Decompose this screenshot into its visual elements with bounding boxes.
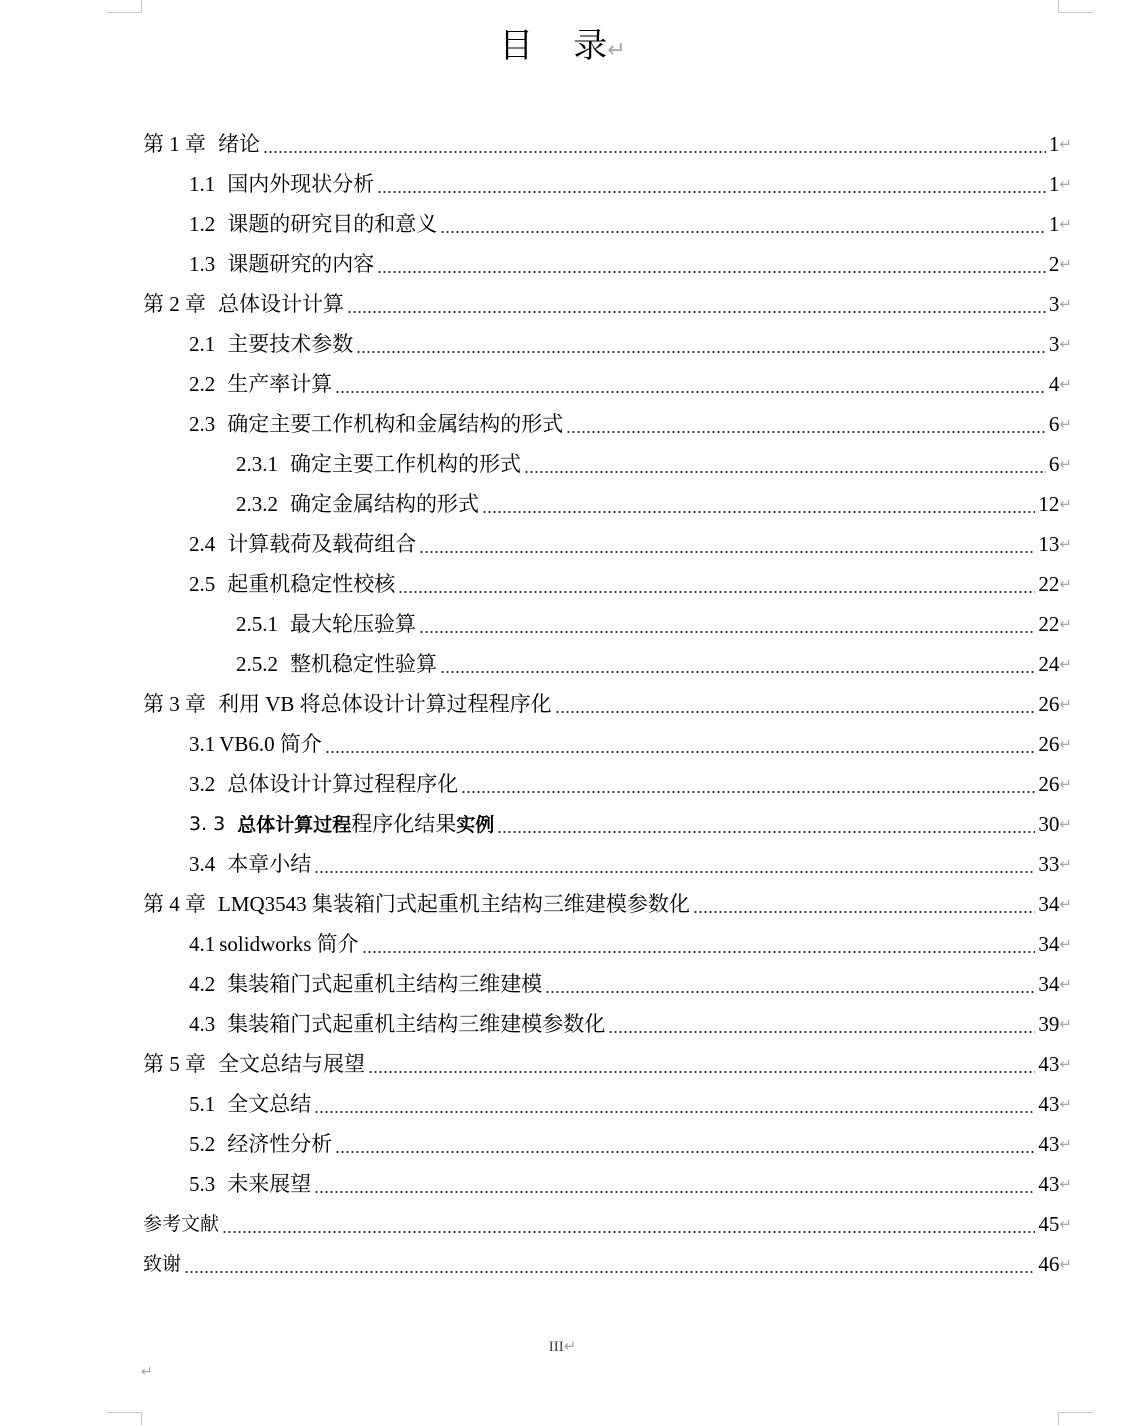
toc-entry-title: solidworks 简介 (219, 932, 359, 956)
toc-entry-page-number: 34 (1038, 892, 1060, 916)
toc-entry-title: 国内外现状分析 (227, 172, 375, 196)
footer-page-number: III (548, 1339, 564, 1355)
paragraph-mark-icon: ↵ (1059, 615, 1072, 633)
toc-entry-page-number: 43 (1038, 1172, 1060, 1196)
toc-entry-page-number: 6 (1048, 412, 1060, 436)
dot-leader (566, 431, 1046, 433)
toc-entry-title: 利用 VB 将总体设计计算过程程序化 (218, 692, 552, 716)
toc-entry-page-number: 1 (1048, 172, 1060, 196)
toc-entry-number: 5.1 (189, 1092, 216, 1116)
dot-leader (545, 991, 1035, 993)
toc-entry[interactable] (189, 1124, 1072, 1164)
toc-entry-page-number: 34 (1038, 972, 1060, 996)
dot-leader (693, 911, 1036, 913)
toc-entry-page-number: 3 (1048, 292, 1060, 316)
dot-leader (314, 1111, 1035, 1113)
paragraph-mark-icon: ↵ (1059, 535, 1072, 553)
paragraph-mark-icon: ↵ (1059, 455, 1072, 473)
dot-leader (482, 511, 1035, 513)
toc-entry-title: 未来展望 (227, 1172, 312, 1196)
toc-entry-title: 整机稳定性验算 (290, 652, 437, 676)
toc-entry-title: 全文总结 (227, 1092, 312, 1116)
paragraph-mark-icon: ↵ (1059, 1175, 1072, 1193)
dot-leader (419, 631, 1035, 633)
paragraph-mark-icon: ↵ (1059, 255, 1072, 273)
paragraph-mark-icon: ↵ (1059, 775, 1072, 793)
toc-entry[interactable] (189, 804, 1072, 844)
dot-leader (377, 191, 1046, 193)
dot-leader (555, 711, 1036, 713)
paragraph-mark-icon: ↵ (1059, 895, 1072, 913)
toc-entry-page-number: 43 (1038, 1132, 1060, 1156)
toc-entry[interactable] (143, 124, 1072, 164)
toc-entry[interactable] (189, 1164, 1072, 1204)
paragraph-mark-icon: ↵ (1059, 295, 1072, 313)
paragraph-mark-icon: ↵ (141, 1364, 153, 1380)
toc-entry-page-number: 26 (1038, 732, 1060, 756)
toc-entry-number: 第 4 章 (143, 892, 206, 916)
toc-entry[interactable] (189, 724, 1072, 764)
toc-entry-number: 第 1 章 (143, 132, 206, 156)
toc-entry[interactable] (189, 844, 1072, 884)
toc-entry-page-number: 13 (1038, 532, 1060, 556)
crop-mark-top-right (1058, 0, 1093, 13)
toc-entry[interactable] (143, 884, 1072, 924)
paragraph-mark-icon: ↵ (563, 1337, 577, 1355)
title-char-1: 目 (499, 26, 534, 66)
paragraph-mark-icon: ↵ (1059, 1095, 1072, 1113)
toc-entry-number: 第 2 章 (143, 292, 206, 316)
toc-entry-number: 第 3 章 (143, 692, 206, 716)
toc-entry-number: 2.4 (189, 532, 216, 556)
toc-entry[interactable] (189, 1084, 1072, 1124)
paragraph-mark-icon: ↵ (1059, 695, 1072, 713)
toc-entry-page-number: 22 (1038, 612, 1060, 636)
dot-leader (440, 231, 1046, 233)
toc-entry[interactable] (189, 564, 1072, 604)
dot-leader (263, 151, 1046, 153)
toc-entry-page-number: 1 (1048, 132, 1060, 156)
toc-entry-page-number: 46 (1038, 1252, 1060, 1276)
dot-leader (184, 1271, 1035, 1273)
dot-leader (356, 351, 1046, 353)
paragraph-mark-icon: ↵ (1059, 495, 1072, 513)
toc-entry[interactable] (189, 244, 1072, 284)
paragraph-mark-icon: ↵ (1059, 135, 1072, 153)
paragraph-mark-icon: ↵ (1059, 175, 1072, 193)
toc-entry-number: 3.2 (189, 772, 216, 796)
paragraph-mark-icon: ↵ (1059, 655, 1072, 673)
toc-entry[interactable] (189, 924, 1072, 964)
toc-entry-number: 5.3 (189, 1172, 216, 1196)
dot-leader (325, 751, 1035, 753)
toc-entry-page-number: 1 (1048, 212, 1060, 236)
toc-entry[interactable] (189, 524, 1072, 564)
toc-entry-number: 3. 3 (189, 813, 226, 835)
toc-entry-title-bold: 总体计算过程 (237, 813, 352, 836)
toc-entry-number: 5.2 (189, 1132, 216, 1156)
toc-entry-title: 最大轮压验算 (290, 612, 416, 636)
toc-entry-title-bold: 实例 (456, 813, 495, 836)
toc-entry[interactable] (143, 1044, 1072, 1084)
dot-leader (608, 1031, 1035, 1033)
toc-entry-title: 本章小结 (227, 852, 312, 876)
toc-entry-number: 2.3 (189, 412, 216, 436)
paragraph-mark-icon: ↵ (1059, 935, 1072, 953)
toc-entry-title: 全文总结与展望 (218, 1052, 365, 1076)
toc-entry-title: 确定主要工作机构和金属结构的形式 (227, 412, 564, 436)
dot-leader (314, 871, 1035, 873)
crop-mark-bottom-left (107, 1412, 142, 1425)
toc-entry-title (237, 804, 494, 845)
toc-entry-title: 计算载荷及载荷组合 (227, 532, 417, 556)
toc-entry-number: 第 5 章 (143, 1052, 206, 1076)
toc-entry-page-number: 30 (1038, 812, 1060, 836)
toc-entry-number: 4.2 (189, 972, 216, 996)
toc-entry[interactable] (189, 964, 1072, 1004)
paragraph-mark-icon: ↵ (1059, 335, 1072, 353)
toc-entry-number: 2.2 (189, 372, 216, 396)
toc-entry-number: 2.1 (189, 332, 216, 356)
toc-entry-number: 3.4 (189, 852, 216, 876)
toc-entry-title-regular: 程序化结果 (351, 811, 457, 836)
title-char-2: 录 (573, 26, 608, 66)
paragraph-mark-icon: ↵ (1059, 215, 1072, 233)
dot-leader (461, 791, 1035, 793)
paragraph-mark-icon: ↵ (1059, 855, 1072, 873)
toc-entry-title: 致谢 (143, 1253, 182, 1275)
toc-entry[interactable] (189, 204, 1072, 244)
toc-entry-page-number: 24 (1038, 652, 1060, 676)
dot-leader (398, 591, 1035, 593)
toc-entry-title: 集装箱门式起重机主结构三维建模参数化 (227, 1012, 606, 1036)
dot-leader (524, 471, 1046, 473)
toc-entry-number: 4.1 (189, 932, 216, 956)
dot-leader (347, 311, 1046, 313)
crop-mark-bottom-right (1058, 1412, 1093, 1425)
dot-leader (335, 391, 1046, 393)
toc-entry-page-number: 2 (1048, 252, 1060, 276)
crop-mark-top-left (107, 0, 142, 13)
paragraph-mark-icon: ↵ (1059, 575, 1072, 593)
toc-entry-title: 确定金属结构的形式 (290, 492, 479, 516)
dot-leader (377, 271, 1046, 273)
dot-leader (222, 1231, 1035, 1233)
toc-entry[interactable] (189, 1004, 1072, 1044)
toc-entry-number: 1.1 (189, 172, 216, 196)
toc-entry-number: 1.3 (189, 252, 216, 276)
toc-entry[interactable] (236, 644, 1072, 684)
toc-entry-page-number: 45 (1038, 1212, 1060, 1236)
toc-entry-number: 2.3.2 (236, 492, 278, 516)
toc-entry-page-number: 6 (1048, 452, 1060, 476)
toc-entry-page-number: 43 (1038, 1052, 1060, 1076)
page-title (0, 22, 1125, 75)
toc-entry-title: 参考文献 (143, 1213, 220, 1235)
dot-leader (419, 551, 1035, 553)
toc-entry[interactable] (189, 764, 1072, 804)
toc-entry[interactable] (143, 684, 1072, 724)
toc-entry-page-number: 33 (1038, 852, 1060, 876)
toc-entry-title: 确定主要工作机构的形式 (290, 452, 521, 476)
paragraph-mark-icon: ↵ (1059, 1255, 1072, 1273)
toc-entry-page-number: 4 (1048, 372, 1060, 396)
toc-entry[interactable] (189, 404, 1072, 444)
toc-entry[interactable] (189, 164, 1072, 204)
dot-leader (335, 1151, 1035, 1153)
toc-entry-page-number: 22 (1038, 572, 1060, 596)
paragraph-mark-icon: ↵ (1059, 415, 1072, 433)
paragraph-mark-icon: ↵ (1059, 815, 1072, 833)
dot-leader (362, 951, 1036, 953)
toc-entry-page-number: 26 (1038, 692, 1060, 716)
toc-entry-title: 主要技术参数 (227, 332, 354, 356)
paragraph-mark-icon: ↵ (1059, 1215, 1072, 1233)
toc-entry-title: 经济性分析 (227, 1132, 333, 1156)
toc-entry-number: 2.5 (189, 572, 216, 596)
paragraph-mark-icon: ↵ (1059, 735, 1072, 753)
toc-entry-title: 集装箱门式起重机主结构三维建模 (227, 972, 543, 996)
toc-entry[interactable] (236, 604, 1072, 644)
toc-entry[interactable] (143, 1204, 1072, 1244)
toc-entry[interactable] (143, 1244, 1072, 1284)
toc-entry[interactable] (189, 364, 1072, 404)
toc-entry-number: 2.5.1 (236, 612, 278, 636)
toc-entry-title: 总体设计计算 (218, 292, 344, 316)
paragraph-mark-icon: ↵ (1059, 975, 1072, 993)
toc-entry-number: 2.5.2 (236, 652, 278, 676)
page-footer-number (0, 1337, 1125, 1356)
toc-entry-page-number: 26 (1038, 772, 1060, 796)
toc-entry-page-number: 43 (1038, 1092, 1060, 1116)
toc-entry-number: 4.3 (189, 1012, 216, 1036)
toc-entry-page-number: 12 (1038, 492, 1060, 516)
toc-entry-page-number: 34 (1038, 932, 1060, 956)
dot-leader (497, 831, 1035, 833)
toc-entry-number: 2.3.1 (236, 452, 278, 476)
toc-entry-title: 课题的研究目的和意义 (227, 212, 438, 236)
toc-entry-title: LMQ3543 集装箱门式起重机主结构三维建模参数化 (218, 892, 690, 916)
dot-leader (314, 1191, 1035, 1193)
paragraph-mark-icon: ↵ (1059, 1135, 1072, 1153)
toc-entry-number: 3.1 (189, 732, 216, 756)
toc-entry-title: 课题研究的内容 (227, 252, 375, 276)
toc-entry-title: 总体设计计算过程程序化 (227, 772, 459, 796)
toc-entry[interactable] (143, 284, 1072, 324)
toc-entry[interactable] (189, 324, 1072, 364)
toc-entry-title: 生产率计算 (227, 372, 333, 396)
paragraph-mark-icon: ↵ (1059, 375, 1072, 393)
paragraph-mark-icon: ↵ (607, 38, 626, 63)
dot-leader (368, 1071, 1035, 1073)
dot-leader (440, 671, 1035, 673)
toc-entry-title: 绪论 (218, 132, 260, 156)
toc-entry[interactable] (236, 484, 1072, 524)
toc-entry-page-number: 39 (1038, 1012, 1060, 1036)
toc-entry[interactable] (236, 444, 1072, 484)
paragraph-mark-icon: ↵ (1059, 1015, 1072, 1033)
toc-entry-number: 1.2 (189, 212, 216, 236)
toc-entry-title: 起重机稳定性校核 (227, 572, 396, 596)
toc-entry-page-number: 3 (1048, 332, 1060, 356)
toc-entry-title: VB6.0 简介 (219, 732, 322, 756)
paragraph-mark-icon: ↵ (1059, 1055, 1072, 1073)
